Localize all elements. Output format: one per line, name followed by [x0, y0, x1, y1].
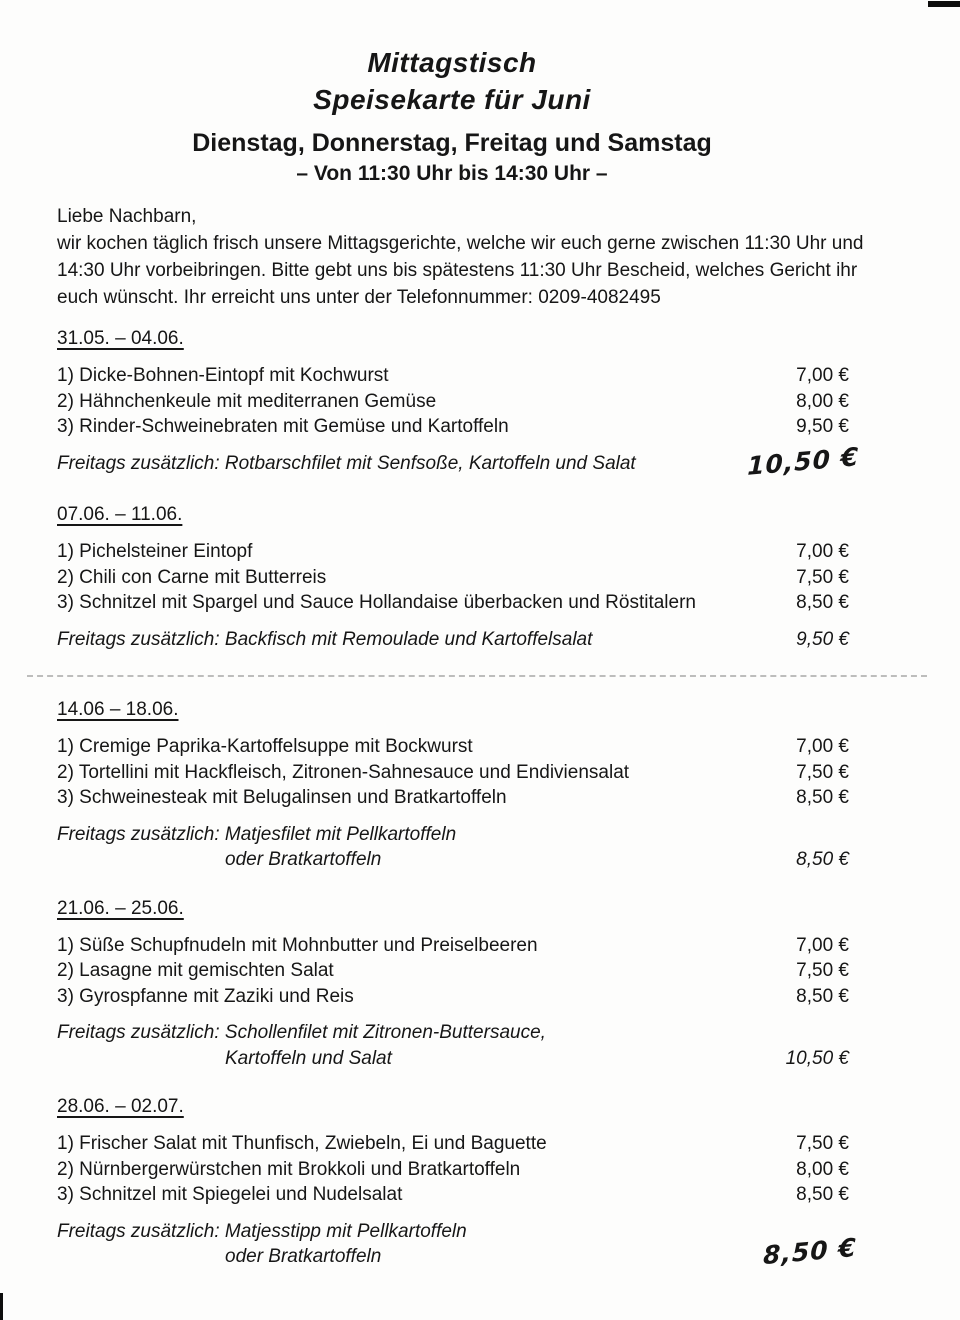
menu-item-price: 8,00 €	[796, 390, 849, 412]
menu-item-label: 3) Schnitzel mit Spiegelei und Nudelsalat	[57, 1184, 403, 1205]
menu-item-label: 1) Pichelsteiner Eintopf	[57, 541, 253, 562]
friday-special	[57, 627, 849, 653]
menu-item-row	[57, 1157, 849, 1183]
friday-special-line1: Freitags zusätzlich: Matjesstipp mit Pellkartoffeln	[57, 1220, 467, 1242]
menu-item-price: 8,00 €	[796, 1158, 849, 1180]
week-date-range: 28.06. – 02.07.	[57, 1096, 184, 1117]
menu-item-label: 2) Lasagne mit gemischten Salat	[57, 960, 334, 981]
menu-item-label: 2) Chili con Carne mit Butterreis	[57, 566, 327, 588]
friday-special-line2: oder Bratkartoffeln	[225, 849, 382, 870]
menu-item-row	[57, 933, 849, 959]
menu-item-row	[57, 785, 849, 811]
friday-special-text	[57, 451, 739, 480]
friday-special-line1: Freitags zusätzlich: Matjesfilet mit Pellkartoffeln	[57, 823, 457, 845]
menu-days: Dienstag, Donnerstag, Freitag und Samstag	[192, 129, 712, 157]
menu-item-label: 1) Cremige Paprika-Kartoffelsuppe mit Bockwurst	[57, 736, 473, 757]
week-section	[57, 896, 849, 1072]
week-section	[57, 326, 860, 481]
friday-special-price: 8,50 €	[796, 849, 849, 870]
menu-item-price: 8,50 €	[796, 985, 849, 1007]
friday-special	[57, 1020, 849, 1071]
friday-special-line2: Kartoffeln und Salat	[225, 1047, 392, 1069]
menu-item-price: 7,00 €	[796, 736, 849, 757]
menu-item-price: 7,50 €	[796, 1133, 849, 1154]
menu-subtitle-month: Speisekarte für Juni	[313, 84, 591, 115]
menu-item-price: 7,00 €	[796, 365, 849, 386]
menu-item-row	[57, 984, 849, 1010]
menu-item-price: 7,50 €	[796, 566, 849, 588]
friday-special-line2: oder Bratkartoffeln	[225, 1246, 382, 1267]
menu-item-label: 3) Schweinesteak mit Belugalinsen und Bratkartoffeln	[57, 787, 507, 808]
menu-item-row	[57, 760, 849, 786]
scan-artifact-bottom-left	[0, 1293, 3, 1320]
week-section	[57, 502, 849, 652]
intro-line: Liebe Nachbarn,	[57, 206, 197, 227]
menu-item-price: 7,50 €	[796, 761, 849, 783]
menu-item-price: 7,00 €	[796, 934, 849, 956]
friday-special	[57, 822, 849, 873]
menu-item-label: 1) Süße Schupfnudeln mit Mohnbutter und Preiselbeeren	[57, 934, 538, 956]
menu-item-price: 9,50 €	[796, 416, 849, 437]
menu-item-price: 7,50 €	[796, 960, 849, 981]
menu-header	[57, 44, 847, 188]
menu-item-row	[57, 590, 849, 616]
menu-item-label: 3) Schnitzel mit Spargel und Sauce Hollandaise überbacken und Röstitalern	[57, 592, 696, 613]
week-date-range: 21.06. – 25.06.	[57, 897, 184, 919]
intro-line: euch wünscht. Ihr erreicht uns unter der Telefonnummer: 0209-4082495	[57, 287, 661, 308]
friday-special-text	[57, 627, 739, 653]
friday-special-text	[57, 822, 739, 873]
menu-item-label: 1) Frischer Salat mit Thunfisch, Zwiebeln, Ei und Baguette	[57, 1133, 547, 1154]
friday-special-price: 9,50 €	[796, 628, 849, 650]
friday-special-text	[57, 1219, 739, 1270]
week-section	[57, 1094, 858, 1271]
handwritten-price: 8,50 €	[763, 1232, 858, 1271]
menu-item-label: 1) Dicke-Bohnen-Eintopf mit Kochwurst	[57, 365, 389, 386]
friday-special-price	[739, 441, 860, 481]
week-section	[57, 697, 849, 873]
menu-item-price: 8,50 €	[796, 1184, 849, 1205]
menu-item-row	[57, 539, 849, 565]
week-date-range: 07.06. – 11.06.	[57, 504, 183, 525]
friday-special-text	[57, 1020, 739, 1071]
menu-item-label: 2) Hähnchenkeule mit mediterranen Gemüse	[57, 390, 437, 412]
menu-item-price: 8,50 €	[796, 787, 849, 808]
friday-special	[57, 1219, 858, 1271]
menu-hours: – Von 11:30 Uhr bis 14:30 Uhr –	[296, 162, 608, 185]
menu-weeks	[57, 326, 860, 1293]
menu-item-label: 2) Nürnbergerwürstchen mit Brokkoli und Bratkartoffeln	[57, 1158, 521, 1180]
week-date-range: 14.06 – 18.06.	[57, 699, 179, 720]
menu-item-row	[57, 1131, 849, 1157]
menu-item-label: 2) Tortellini mit Hackfleisch, Zitronen-Sahnesauce und Endiviensalat	[57, 761, 630, 783]
menu-item-row	[57, 389, 849, 415]
scan-artifact-top-right	[928, 1, 960, 7]
menu-item-price: 8,50 €	[796, 592, 849, 613]
friday-special	[57, 441, 860, 481]
scan-fold-line	[27, 675, 927, 677]
menu-item-row	[57, 414, 849, 440]
intro-paragraph	[57, 203, 889, 311]
friday-special-price	[739, 1232, 858, 1271]
menu-title: Mittagstisch	[367, 47, 537, 78]
menu-item-label: 3) Rinder-Schweinebraten mit Gemüse und Kartoffeln	[57, 416, 509, 437]
handwritten-price: 10,50 €	[746, 441, 860, 481]
menu-item-row	[57, 565, 849, 591]
menu-item-row	[57, 1182, 849, 1208]
intro-line: wir kochen täglich frisch unsere Mittagsgerichte, welche wir euch gerne zwischen 11:30 Uhr und	[57, 233, 864, 254]
menu-item-row	[57, 363, 849, 389]
menu-item-row	[57, 958, 849, 984]
friday-special-price: 10,50 €	[785, 1047, 849, 1069]
intro-line: 14:30 Uhr vorbeibringen. Bitte gebt uns bis spätestens 11:30 Uhr Bescheid, welches Gericht ihr	[57, 260, 858, 281]
menu-item-price: 7,00 €	[796, 541, 849, 562]
menu-item-label: 3) Gyrospfanne mit Zaziki und Reis	[57, 985, 354, 1007]
friday-special-line1: Freitags zusätzlich: Rotbarschfilet mit Senfsoße, Kartoffeln und Salat	[57, 452, 636, 474]
week-date-range: 31.05. – 04.06.	[57, 328, 184, 349]
friday-special-line1: Freitags zusätzlich: Schollenfilet mit Zitronen-Buttersauce,	[57, 1022, 546, 1043]
friday-special-line1: Freitags zusätzlich: Backfisch mit Remoulade und Kartoffelsalat	[57, 628, 593, 650]
menu-item-row	[57, 734, 849, 760]
